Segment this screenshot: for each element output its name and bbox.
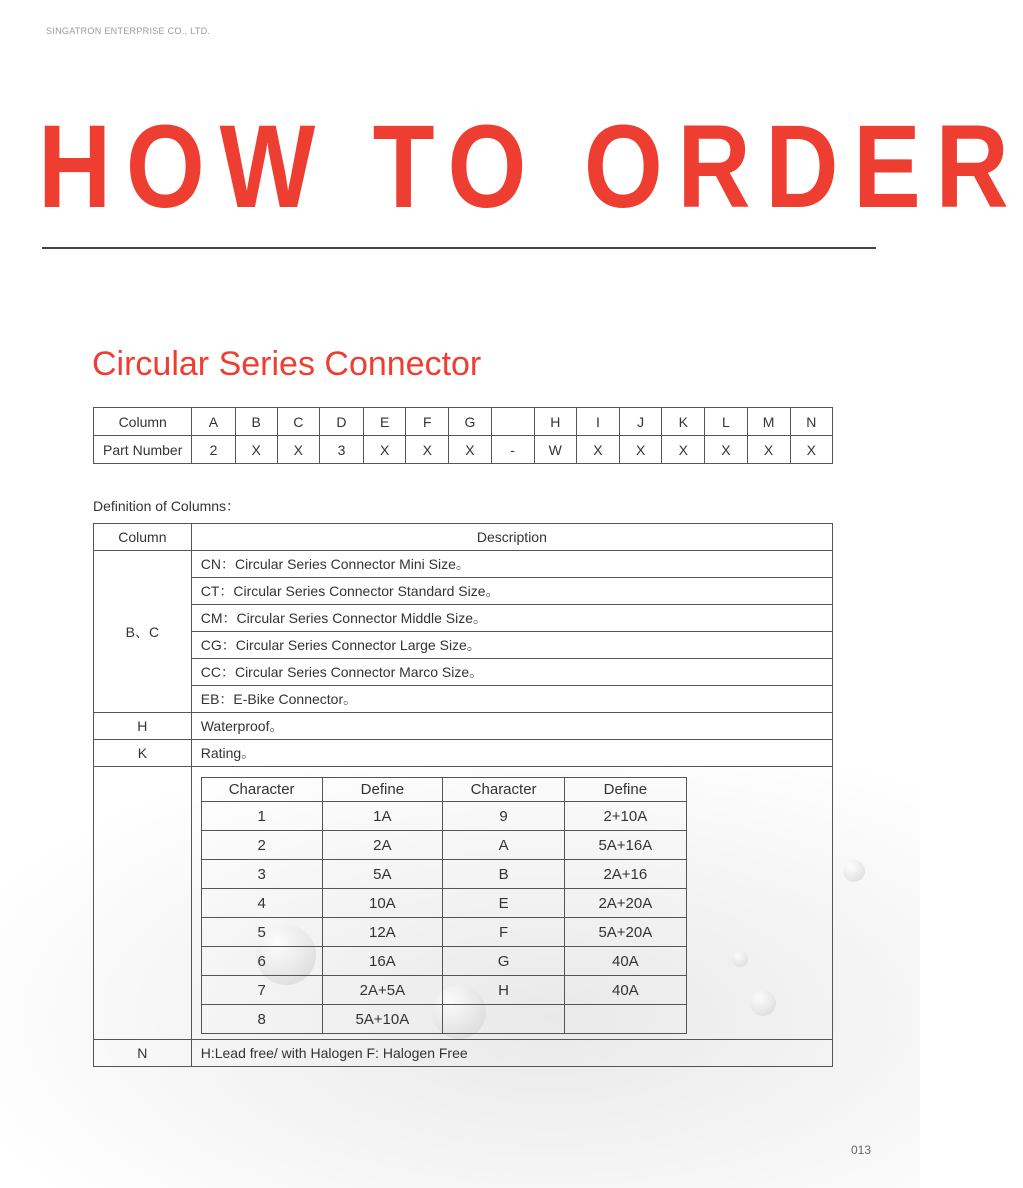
- table-row: [94, 659, 833, 686]
- pn-value-cell: 3: [319, 436, 363, 464]
- rating-cell: [443, 1005, 565, 1034]
- rating-row: [201, 831, 686, 860]
- rating-row: [201, 889, 686, 918]
- pn-header-cell: N: [790, 408, 832, 436]
- rating-cell: 7: [201, 976, 322, 1005]
- table-row: [94, 740, 833, 767]
- table-row: [94, 578, 833, 605]
- rating-cell: 4: [201, 889, 322, 918]
- pn-header-cell: D: [319, 408, 363, 436]
- pn-value-cell: Part Number: [94, 436, 192, 464]
- pn-value-cell: X: [406, 436, 449, 464]
- pn-header-cell: A: [192, 408, 235, 436]
- pn-value-cell: X: [277, 436, 319, 464]
- pn-value-cell: X: [620, 436, 662, 464]
- definitions-label: Definition of Columns：: [93, 498, 241, 514]
- rating-header-cell: Character: [201, 778, 322, 802]
- rating-cell: 16A: [322, 947, 443, 976]
- h-column-label: H: [94, 713, 192, 740]
- rating-table-cell: [191, 767, 832, 1040]
- pn-header-cell: M: [747, 408, 790, 436]
- table-row: [94, 1040, 833, 1067]
- bc-description: EB：E-Bike Connector。: [191, 686, 832, 713]
- bc-description: CT：Circular Series Connector Standard Size。: [191, 578, 832, 605]
- rating-cell: 5A+16A: [564, 831, 686, 860]
- rating-cell: G: [443, 947, 565, 976]
- rating-cell: A: [443, 831, 565, 860]
- rating-cell: 40A: [564, 947, 686, 976]
- rating-cell: 10A: [322, 889, 443, 918]
- pn-value-cell: X: [235, 436, 277, 464]
- pn-header-cell: I: [576, 408, 619, 436]
- pn-value-cell: -: [491, 436, 534, 464]
- pn-value-cell: X: [747, 436, 790, 464]
- bc-description: CC：Circular Series Connector Marco Size。: [191, 659, 832, 686]
- rating-row: [201, 1005, 686, 1034]
- pn-value-cell: X: [449, 436, 491, 464]
- decorative-bubble: [843, 860, 865, 882]
- rating-cell: 2A+16: [564, 860, 686, 889]
- table-row: [94, 632, 833, 659]
- h-description: Waterproof。: [191, 713, 832, 740]
- definitions-header-row: [94, 524, 833, 551]
- rating-row: [201, 860, 686, 889]
- rating-cell: 2: [201, 831, 322, 860]
- table-row: [94, 551, 833, 578]
- k-description: Rating。: [191, 740, 832, 767]
- k-column-label: K: [94, 740, 192, 767]
- description-header: Description: [191, 524, 832, 551]
- bc-description: CG：Circular Series Connector Large Size。: [191, 632, 832, 659]
- rating-cell: 40A: [564, 976, 686, 1005]
- pn-header-cell: L: [705, 408, 747, 436]
- pn-header-cell: C: [277, 408, 319, 436]
- rating-row: [201, 976, 686, 1005]
- bc-description: CN：Circular Series Connector Mini Size。: [191, 551, 832, 578]
- rating-cell: [564, 1005, 686, 1034]
- bc-description: CM：Circular Series Connector Middle Size。: [191, 605, 832, 632]
- pn-header-cell: G: [449, 408, 491, 436]
- rating-cell: E: [443, 889, 565, 918]
- pn-value-cell: X: [576, 436, 619, 464]
- rating-cell: 5: [201, 918, 322, 947]
- rating-header-row: [201, 778, 686, 802]
- pn-header-cell: B: [235, 408, 277, 436]
- rating-cell: 5A+20A: [564, 918, 686, 947]
- table-row: [94, 605, 833, 632]
- column-header: Column: [94, 524, 192, 551]
- pn-header-cell: J: [620, 408, 662, 436]
- rating-cell: 3: [201, 860, 322, 889]
- rating-cell: 12A: [322, 918, 443, 947]
- rating-cell: 2+10A: [564, 802, 686, 831]
- pn-header-cell: H: [534, 408, 576, 436]
- n-description: H:Lead free/ with Halogen F: Halogen Free: [191, 1040, 832, 1067]
- rating-row: [201, 802, 686, 831]
- definitions-table: [93, 523, 833, 1067]
- rating-row: [201, 918, 686, 947]
- rating-header-cell: Define: [322, 778, 443, 802]
- rating-cell: B: [443, 860, 565, 889]
- pn-value-cell: W: [534, 436, 576, 464]
- pn-header-cell: K: [662, 408, 705, 436]
- part-number-table: [93, 407, 833, 464]
- rating-cell: F: [443, 918, 565, 947]
- rating-cell: 5A: [322, 860, 443, 889]
- rating-header-cell: Define: [564, 778, 686, 802]
- rating-cell: 9: [443, 802, 565, 831]
- pn-header-cell: E: [364, 408, 406, 436]
- title-divider: [42, 247, 876, 249]
- pn-value-cell: X: [790, 436, 832, 464]
- rating-table: [201, 777, 687, 1034]
- rating-empty-label: [94, 767, 192, 1040]
- pn-value-cell: X: [364, 436, 406, 464]
- rating-row: [201, 947, 686, 976]
- rating-cell: H: [443, 976, 565, 1005]
- pn-value-cell: 2: [192, 436, 235, 464]
- pn-value-cell: X: [705, 436, 747, 464]
- pn-value-cell: X: [662, 436, 705, 464]
- page-number: 013: [851, 1143, 872, 1157]
- table-row: [94, 713, 833, 740]
- part-number-header-row: [94, 408, 833, 436]
- part-number-value-row: [94, 436, 833, 464]
- company-name: SINGATRON ENTERPRISE CO., LTD.: [46, 26, 211, 36]
- section-title: Circular Series Connector: [92, 345, 482, 383]
- n-column-label: N: [94, 1040, 192, 1067]
- rating-cell: 2A+20A: [564, 889, 686, 918]
- rating-cell: 6: [201, 947, 322, 976]
- table-row: [94, 767, 833, 1040]
- rating-header-cell: Character: [443, 778, 565, 802]
- rating-cell: 1: [201, 802, 322, 831]
- rating-cell: 1A: [322, 802, 443, 831]
- rating-cell: 2A: [322, 831, 443, 860]
- pn-header-cell: [491, 408, 534, 436]
- rating-cell: 8: [201, 1005, 322, 1034]
- rating-cell: 2A+5A: [322, 976, 443, 1005]
- page-title: HOW TO ORDER: [38, 101, 1023, 233]
- rating-cell: 5A+10A: [322, 1005, 443, 1034]
- bc-column-label: B、C: [94, 551, 192, 713]
- table-row: [94, 686, 833, 713]
- pn-header-cell: Column: [94, 408, 192, 436]
- pn-header-cell: F: [406, 408, 449, 436]
